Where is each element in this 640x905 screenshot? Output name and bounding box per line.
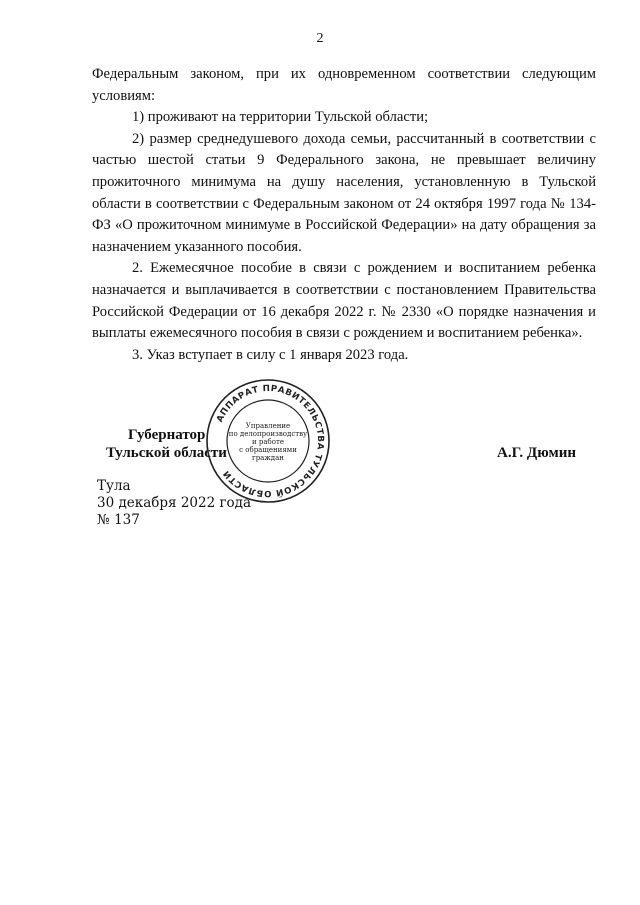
paragraph-condition-2: 2) размер среднедушевого дохода семьи, рассчитанный в соответствии с частью шестой статьи 9 Федерального закона, не превышает величину прожиточного минимума на душу населения, установленную в Тульской области в соответствии с Федеральным законом от 24 октября 1997 года № 134-ФЗ «О прожиточном минимуме в Российской Федерации» на дату обращения за назначением указанного пособия. bbox=[92, 130, 596, 255]
stamp-line-5: граждан bbox=[252, 454, 284, 462]
footer-city: Тула bbox=[97, 478, 131, 494]
stamp-line-1: Управление bbox=[245, 422, 291, 430]
paragraph-point-3: 3. Указ вступает в силу с 1 января 2023 года. bbox=[132, 346, 409, 363]
footer-number: № 137 bbox=[97, 512, 140, 528]
stamp-outer-text: АППАРАТ ПРАВИТЕЛЬСТВА ТУЛЬСКОЙ ОБЛАСТИ bbox=[215, 383, 326, 499]
stamp-line-4: с обращениями bbox=[239, 446, 297, 454]
signatory-name: А.Г. Дюмин bbox=[497, 445, 577, 461]
signatory-region: Тульской области bbox=[106, 445, 227, 461]
document-footer bbox=[97, 478, 251, 529]
stamp-line-3: и работе bbox=[252, 438, 284, 446]
page-number: 2 bbox=[316, 31, 324, 46]
paragraph-point-2: 2. Ежемесячное пособие в связи с рождением и воспитанием ребенка назначается и выплачивается в соответствии с постановлением Правительства Российской Федерации от 16 декабря 2022 г. № 2330 «О порядке назначения и выплаты ежемесячного пособия в связи с рождением и воспитанием ребенка». bbox=[92, 260, 596, 342]
paragraph-condition-1: 1) проживают на территории Тульской области; bbox=[132, 109, 429, 126]
stamp-line-2: по делопроизводству bbox=[228, 430, 308, 438]
paragraph-continuation: Федеральным законом, при их одновременном соответствии следующим условиям: bbox=[92, 66, 596, 104]
document-body bbox=[92, 64, 596, 366]
footer-date: 30 декабря 2022 года bbox=[97, 495, 252, 511]
signatory-title: Губернатор bbox=[128, 427, 206, 443]
